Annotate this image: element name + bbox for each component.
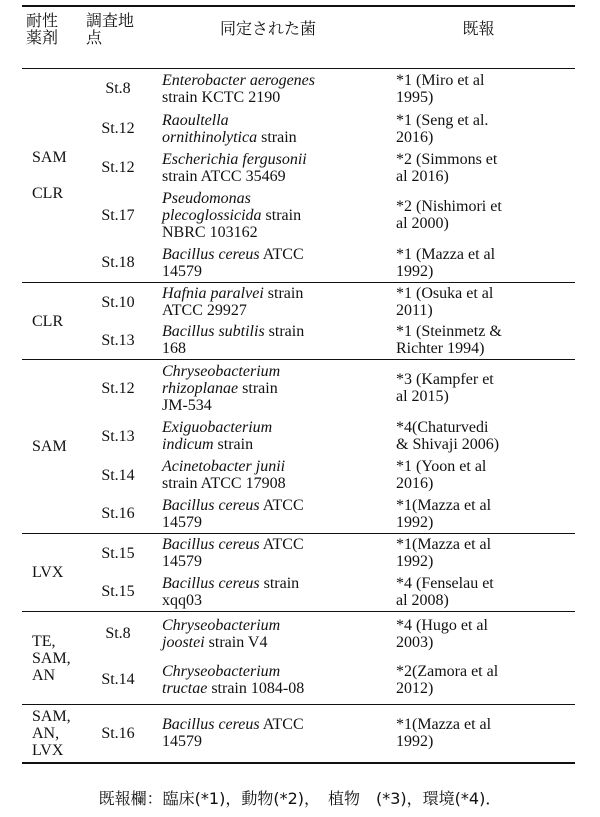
reference-cell [382, 705, 575, 763]
table-row [22, 187, 575, 244]
drug-line: CLR [32, 312, 64, 330]
station-cell: St.14 [101, 671, 135, 689]
table-row [22, 573, 575, 612]
table [22, 5, 575, 764]
bacteria-line [162, 716, 378, 733]
reference-line: 1992) [396, 262, 434, 280]
bacteria-line [162, 246, 378, 263]
bacteria-line [162, 72, 378, 89]
strain-text: strain [261, 206, 302, 224]
table-group [22, 705, 575, 763]
bacteria-cell [154, 187, 382, 244]
reference-cell [382, 109, 575, 149]
bacteria-line [162, 151, 378, 168]
reference-cell [382, 244, 575, 283]
station-cell: St.16 [82, 705, 154, 763]
station-cell: St.13 [101, 427, 135, 445]
table-row [22, 456, 575, 495]
table-row [22, 534, 575, 573]
reference-cell [382, 283, 575, 322]
strain-text: ATCC 29927 [162, 302, 247, 320]
strain-text: strain [257, 128, 297, 146]
reference-line: *4 (Hugo et al [396, 616, 488, 634]
species-name: Bacillus cereus [162, 574, 260, 592]
reference-cell [382, 417, 575, 456]
bacteria-line [162, 340, 378, 357]
reference-line: 2011) [396, 302, 433, 320]
drug-cell [22, 705, 82, 763]
bacteria-line [162, 323, 378, 340]
drug-cell [22, 534, 82, 612]
bacteria-line [162, 168, 378, 185]
strain-text: xqq03 [162, 591, 202, 609]
drug-cell [22, 283, 82, 360]
bacteria-line [162, 224, 378, 241]
drug-line: SAM, [32, 649, 71, 667]
reference-line: *1(Mazza et al [396, 496, 492, 514]
bacteria-cell [154, 495, 382, 534]
strain-text: strain ATCC 35469 [162, 167, 286, 185]
table-group [22, 612, 575, 705]
species-name: tructae [162, 679, 208, 697]
table-row [22, 69, 575, 109]
species-name: Chryseobacterium [162, 616, 281, 634]
reference-line: al 2015) [396, 388, 449, 406]
species-name: Pseudomonas [162, 189, 251, 207]
table-row [22, 705, 575, 763]
station-cell: St.8 [105, 80, 131, 98]
station-cell: St.15 [82, 534, 154, 573]
strain-text: strain [263, 285, 304, 303]
reference-line: *2 (Simmons et [396, 150, 498, 168]
species-name: Enterobacter aerogenes [162, 71, 315, 89]
drug-line: AN, [32, 724, 60, 742]
reference-line: 2012) [396, 679, 434, 697]
species-name: Exiguobacterium [162, 419, 273, 436]
bacteria-line [162, 419, 378, 436]
species-name: Bacillus cereus [162, 496, 260, 514]
reference-cell [382, 149, 575, 187]
strain-text: ATCC [259, 245, 304, 263]
bacteria-line [162, 129, 378, 146]
reference-cell [382, 69, 575, 109]
table-row [22, 360, 575, 417]
bacteria-line [162, 302, 378, 319]
bacteria-line [162, 617, 378, 634]
table-group [22, 360, 575, 534]
reference-cell [382, 187, 575, 244]
table-group [22, 69, 575, 283]
table-row [22, 322, 575, 360]
header-station: 調査地 点 [82, 6, 154, 69]
strain-text: ATCC [259, 716, 304, 734]
bacteria-line [162, 380, 378, 397]
bacteria-line [162, 536, 378, 553]
station-cell: St.12 [101, 120, 135, 137]
strain-text: strain 1084-08 [207, 679, 305, 697]
reference-cell [382, 360, 575, 417]
species-name: Hafnia paralvei [162, 285, 264, 303]
table-row [22, 417, 575, 456]
table-row [22, 244, 575, 283]
reference-line: al 2016) [396, 167, 449, 185]
bacteria-line [162, 263, 378, 280]
species-name: Bacillus cereus [162, 536, 260, 554]
table-row [22, 656, 575, 705]
species-name: Bacillus subtilis [162, 323, 265, 341]
bacteria-cell [154, 69, 382, 109]
table-row [22, 612, 575, 656]
species-name: ornithinolytica [162, 128, 258, 146]
reference-line: 1992) [396, 513, 434, 531]
station-cell: St.18 [101, 254, 135, 272]
bacteria-cell [154, 360, 382, 417]
species-name: Raoultella [162, 111, 229, 129]
bacteria-cell [154, 656, 382, 705]
strain-text: 14579 [162, 733, 202, 751]
reference-line: & Shivaji 2006) [396, 436, 500, 453]
bacteria-line [162, 733, 378, 750]
drug-line: LVX [32, 564, 64, 581]
drug-line: SAM [32, 438, 67, 455]
reference-line: *1 (Miro et al [396, 71, 485, 89]
bacteria-line [162, 397, 378, 414]
header-drug: 耐性 薬剤 [22, 6, 82, 69]
station-cell: St.12 [101, 159, 135, 176]
reference-line: *1 (Osuka et al [396, 285, 494, 303]
bacteria-line [162, 475, 378, 492]
reference-cell [382, 456, 575, 495]
station-cell: St.17 [101, 206, 135, 224]
bacteria-line [162, 514, 378, 531]
bacteria-cell [154, 573, 382, 612]
table-row [22, 495, 575, 534]
reference-cell [382, 495, 575, 534]
bacteria-cell [154, 322, 382, 360]
reference-line: 2016) [396, 128, 434, 146]
bacteria-cell [154, 612, 382, 656]
station-cell: St.12 [82, 360, 154, 417]
station-cell: St.10 [82, 283, 154, 322]
drug-line: SAM [32, 148, 67, 166]
strain-text: ATCC [259, 496, 304, 514]
reference-line: 2016) [396, 475, 434, 492]
reference-cell [382, 612, 575, 656]
species-name: Chryseobacterium [162, 662, 281, 680]
strain-text: 14579 [162, 262, 202, 280]
drug-line: SAM, [32, 707, 71, 725]
bacteria-line [162, 436, 378, 453]
bacteria-cell [154, 109, 382, 149]
table-group [22, 534, 575, 612]
strain-text: 14579 [162, 553, 202, 571]
species-name: rhizoplanae [162, 379, 239, 397]
strain-text: strain [264, 323, 305, 341]
drug-line: LVX [32, 741, 64, 759]
species-name: plecoglossicida [162, 206, 262, 224]
bacteria-cell [154, 417, 382, 456]
reference-line: 1992) [396, 553, 434, 571]
species-name: joostei [162, 633, 205, 651]
bacteria-line [162, 680, 378, 697]
reference-line: 1995) [396, 88, 434, 106]
strain-text: JM-534 [162, 396, 212, 414]
table-caption: 既報欄：臨床(*1)，動物(*2)， 植物 (*3)，環境(*4)． [98, 789, 502, 808]
strain-text: 14579 [162, 513, 202, 531]
reference-cell [382, 573, 575, 612]
reference-line: *1 (Seng et al. [396, 111, 489, 129]
bacteria-line [162, 497, 378, 514]
drug-cell [22, 69, 82, 283]
bacteria-line [162, 207, 378, 224]
strain-text: ATCC [259, 536, 304, 554]
species-name: Chryseobacterium [162, 362, 281, 380]
species-name: indicum [162, 436, 214, 453]
strain-text: strain [238, 379, 278, 397]
bacteria-cell [154, 534, 382, 573]
species-name: Bacillus cereus [162, 716, 260, 734]
bacteria-line [162, 363, 378, 380]
strain-text: 168 [162, 340, 186, 358]
reference-line: *2(Zamora et al [396, 662, 499, 680]
reference-line: 1992) [396, 733, 434, 751]
reference-line: 2003) [396, 633, 434, 651]
drug-line: CLR [32, 184, 64, 202]
reference-line: Richter 1994) [396, 340, 485, 358]
bacteria-cell [154, 705, 382, 763]
bacteria-line [162, 575, 378, 592]
bacteria-line [162, 89, 378, 106]
reference-line: *3 (Kampfer et [396, 371, 494, 389]
strain-text: NBRC 103162 [162, 223, 258, 241]
species-name: Acinetobacter junii [162, 458, 286, 475]
bacteria-cell [154, 244, 382, 283]
station-cell: St.8 [82, 612, 154, 656]
bacteria-line [162, 112, 378, 129]
species-name: Bacillus cereus [162, 245, 260, 263]
resistant-bacteria-table [22, 5, 575, 764]
reference-line: *1 (Mazza et al [396, 245, 496, 263]
bacteria-line [162, 190, 378, 207]
table-header [22, 6, 575, 69]
header-reference: 既報 [382, 6, 575, 69]
bacteria-line [162, 634, 378, 651]
bacteria-line [162, 663, 378, 680]
table-row [22, 283, 575, 322]
table-group [22, 283, 575, 360]
strain-text: strain [259, 574, 300, 592]
reference-line: al 2008) [396, 591, 449, 609]
strain-text: strain KCTC 2190 [162, 88, 281, 106]
strain-text: strain ATCC 17908 [162, 475, 286, 492]
strain-text: strain [213, 436, 254, 453]
table-row [22, 109, 575, 149]
reference-cell [382, 322, 575, 360]
bacteria-line [162, 285, 378, 302]
bacteria-cell [154, 283, 382, 322]
reference-cell [382, 656, 575, 705]
reference-line: *4 (Fenselau et [396, 574, 494, 592]
reference-line: *1(Mazza et al [396, 536, 492, 554]
reference-line: *4(Chaturvedi [396, 419, 489, 436]
station-cell: St.14 [101, 466, 135, 484]
reference-line: *1 (Yoon et al [396, 458, 487, 475]
bacteria-cell [154, 456, 382, 495]
drug-line: TE, [32, 632, 56, 650]
bacteria-line [162, 458, 378, 475]
reference-line: *1 (Steinmetz & [396, 323, 502, 341]
station-cell: St.16 [101, 505, 135, 523]
reference-cell [382, 534, 575, 573]
reference-line: *2 (Nishimori et [396, 198, 502, 215]
bacteria-line [162, 553, 378, 570]
station-cell: St.13 [101, 331, 135, 349]
reference-line: *1(Mazza et al [396, 716, 492, 734]
drug-line: AN [32, 666, 56, 684]
table-row [22, 149, 575, 187]
species-name: Escherichia fergusonii [162, 150, 307, 168]
header-bacteria: 同定された菌 [154, 6, 382, 69]
station-cell: St.15 [101, 583, 135, 601]
strain-text: strain V4 [204, 633, 268, 651]
bacteria-line [162, 592, 378, 609]
reference-line: al 2000) [396, 215, 449, 232]
bacteria-cell [154, 149, 382, 187]
drug-cell [22, 360, 82, 534]
drug-cell [22, 612, 82, 705]
